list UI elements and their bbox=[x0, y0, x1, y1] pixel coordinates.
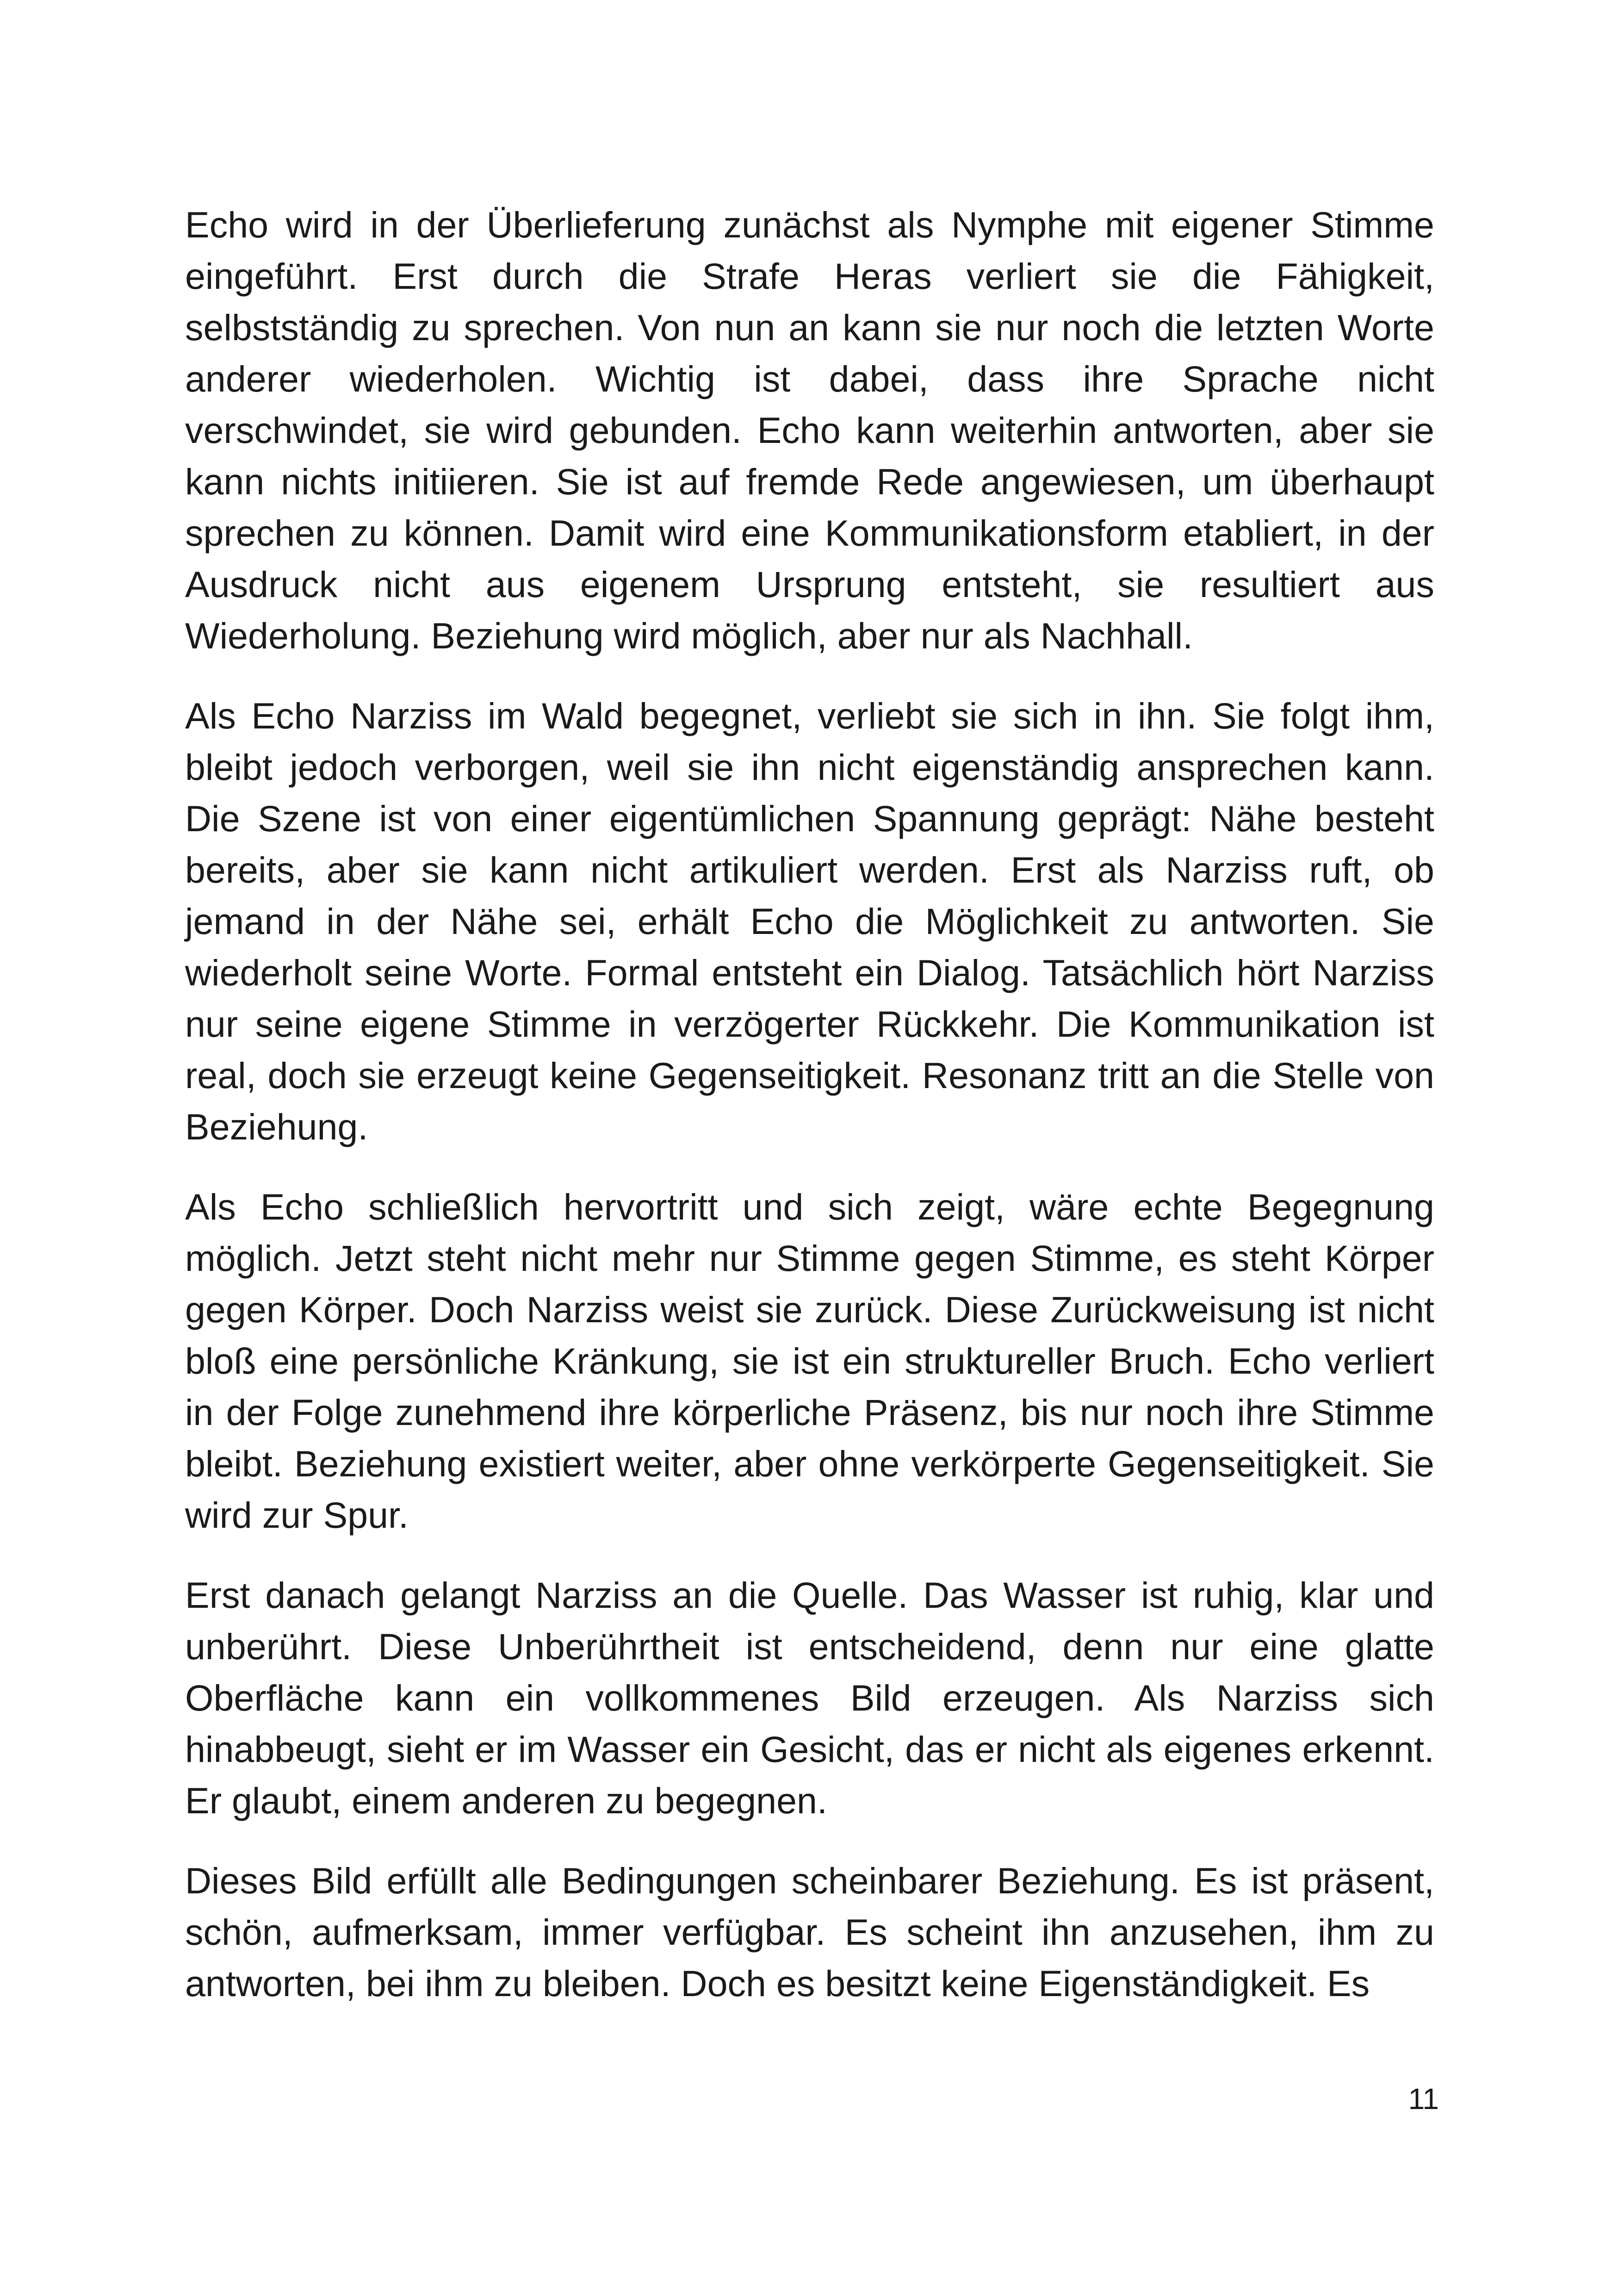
paragraph-echo-meets-narcissus: Als Echo Narziss im Wald begegnet, verliebt sie sich in ihn. Sie folgt ihm, bleibt jedoch verborgen, weil sie ihn nicht eigenständig ansprechen kann. Die Szene ist von einer eigentümlichen Spannung geprägt: Nähe besteht bereits, aber sie kann nicht artikuliert werden. Erst als Narziss ruft, ob jemand in der Nähe sei, erhält Echo die Möglichkeit zu antworten. Sie wiederholt seine Worte. Formal entsteht ein Dialog. Tatsächlich hört Narziss nur seine eigene Stimme in verzögerter Rückkehr. Die Kommunikation ist real, doch sie erzeugt keine Gegenseitigkeit. Resonanz tritt an die Stelle von Beziehung. bbox=[185, 695, 1434, 1147]
paragraph-the-spring: Erst danach gelangt Narziss an die Quelle. Das Wasser ist ruhig, klar und unberührt. Diese Unberührtheit ist entscheidend, denn nur eine glatte Oberfläche kann ein vollkommenes Bild erzeugen. Als Narziss sich hinabbeugt, sieht er im Wasser ein Gesicht, das er nicht als eigenes erkennt. Er glaubt, einem anderen zu begegnen. bbox=[185, 1574, 1434, 1821]
page-number: 11 bbox=[1408, 2082, 1439, 2116]
paragraph-the-image: Dieses Bild erfüllt alle Bedingungen scheinbarer Beziehung. Es ist präsent, schön, aufmerksam, immer verfügbar. Es scheint ihn anzusehen, ihm zu antworten, bei ihm zu bleiben. Doch es besitzt keine Eigenständigkeit. Es bbox=[185, 1860, 1434, 2004]
body-text bbox=[185, 199, 1434, 2038]
paragraph-echo-origin: Echo wird in der Überlieferung zunächst als Nymphe mit eigener Stimme eingeführt. Erst durch die Strafe Heras verliert sie die Fähigkeit, selbstständig zu sprechen. Von nun an kann sie nur noch die letzten Worte anderer wiederholen. Wichtig ist dabei, dass ihre Sprache nicht verschwindet, sie wird gebunden. Echo kann weiterhin antworten, aber sie kann nichts initiieren. Sie ist auf fremde Rede angewiesen, um überhaupt sprechen zu können. Damit wird eine Kommunikationsform etabliert, in der Ausdruck nicht aus eigenem Ursprung entsteht, sie resultiert aus Wiederholung. Beziehung wird möglich, aber nur als Nachhall. bbox=[185, 204, 1434, 656]
paragraph-rejection: Als Echo schließlich hervortritt und sich zeigt, wäre echte Begegnung möglich. Jetzt steht nicht mehr nur Stimme gegen Stimme, es steht Körper gegen Körper. Doch Narziss weist sie zurück. Diese Zurückweisung ist nicht bloß eine persönliche Kränkung, sie ist ein struktureller Bruch. Echo verliert in der Folge zunehmend ihre körperliche Präsenz, bis nur noch ihre Stimme bleibt. Beziehung existiert weiter, aber ohne verkörperte Gegenseitigkeit. Sie wird zur Spur. bbox=[185, 1186, 1434, 1536]
